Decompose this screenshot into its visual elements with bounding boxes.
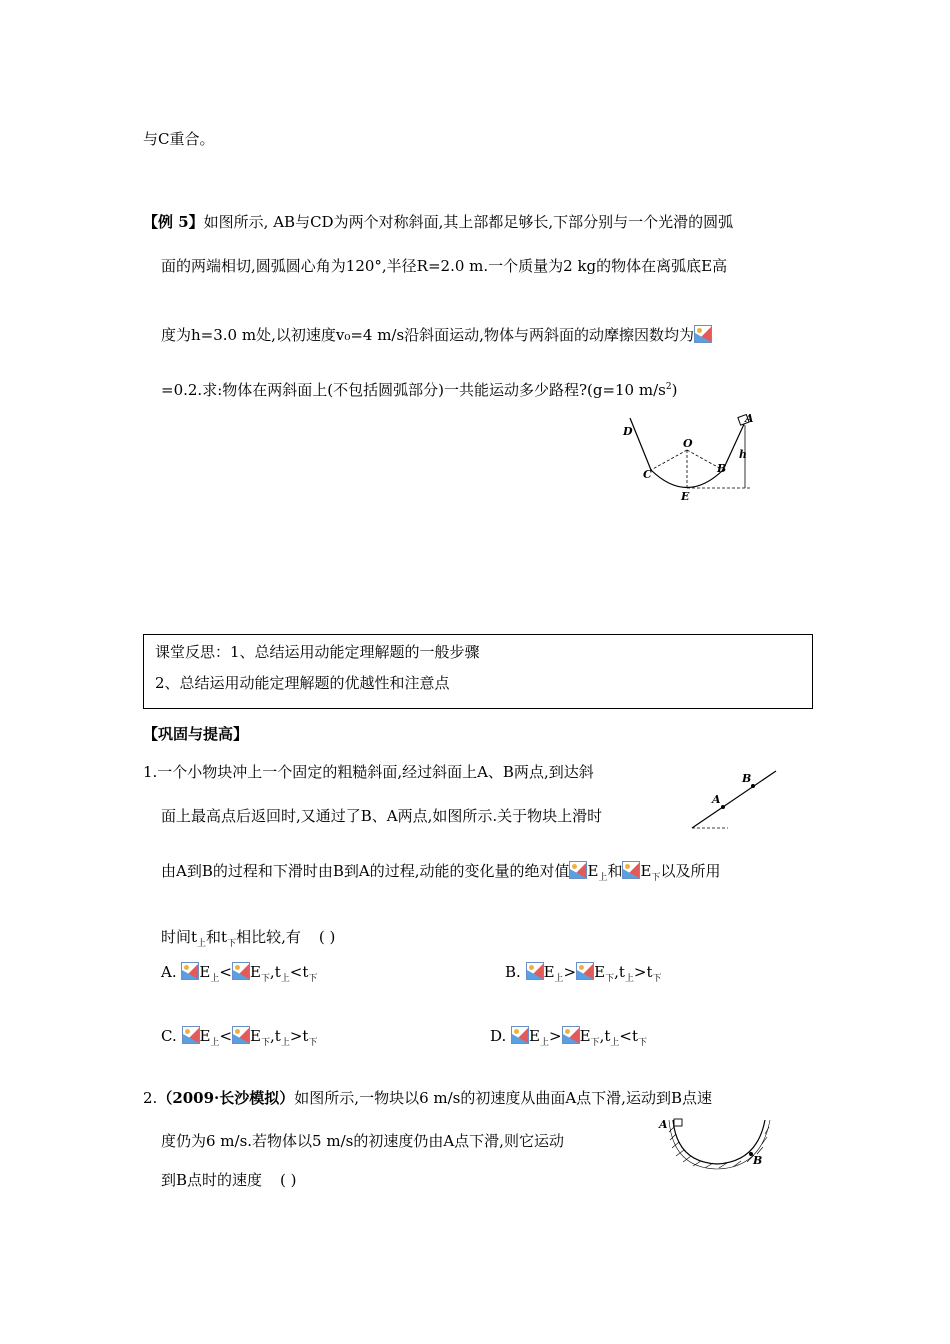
option-a — [161, 962, 317, 984]
t-symbol: t — [604, 1027, 611, 1045]
sub-down: 下 — [605, 974, 615, 984]
answer-paren: ( ) — [318, 928, 336, 946]
comma: , — [599, 1027, 605, 1045]
sub-up: 上 — [280, 974, 290, 984]
sub-up: 上 — [210, 1038, 220, 1048]
option-label: C. — [161, 1027, 177, 1045]
sub-down: 下 — [590, 1038, 600, 1048]
relation-1: > — [563, 963, 577, 981]
q2-source: （2009·长沙模拟） — [157, 1089, 295, 1107]
label-O: O — [683, 437, 693, 450]
q2-bowl-figure — [655, 1112, 780, 1172]
exponent: 2 — [665, 382, 672, 392]
example5-line1 — [143, 211, 733, 232]
delta-image — [576, 962, 594, 980]
q1-line3 — [161, 860, 720, 883]
mu-symbol-image — [694, 325, 712, 343]
close-paren: ) — [671, 381, 678, 399]
sub-down: 下 — [308, 974, 318, 984]
sub-down: 下 — [260, 974, 270, 984]
option-label: D. — [490, 1027, 507, 1045]
reflection-line1: 课堂反思：1、总结运用动能定理解题的一般步骤 — [155, 643, 480, 661]
example5-text4: =0.2.求:物体在两斜面上(不包括圆弧部分)一共能运动多少路程?(g=10 m/s — [161, 381, 666, 399]
e-symbol: E — [587, 862, 599, 880]
e-symbol: E — [543, 963, 555, 981]
example5-text3: 度为h=3.0 m处,以初速度v₀=4 m/s沿斜面运动,物体与两斜面的动摩擦因数均为 — [161, 326, 694, 344]
sub-up: 上 — [540, 1038, 550, 1048]
e-symbol: E — [250, 1027, 261, 1045]
incline-label-A: A — [712, 793, 721, 806]
bowl-label-A: A — [659, 1118, 668, 1131]
e-symbol: E — [199, 963, 211, 981]
relation-2: < — [619, 1027, 632, 1045]
delta-image-up — [569, 861, 587, 879]
q1-text4b: 和t — [206, 928, 228, 946]
t-symbol: t — [646, 963, 653, 981]
option-d — [490, 1026, 647, 1048]
q1-text3b: 以及所用 — [660, 862, 721, 880]
q2-line2: 度仍为6 m/s.若物体以5 m/s的初速度仍由A点下滑,则它运动 — [161, 1132, 564, 1150]
q2-line3 — [161, 1169, 297, 1190]
e-symbol: E — [199, 1027, 211, 1045]
delta-image — [562, 1026, 580, 1044]
example5-line4 — [161, 379, 677, 400]
sub-up: 上 — [598, 873, 608, 883]
e-symbol: E — [529, 1027, 540, 1045]
q1-incline-figure — [688, 766, 783, 834]
relation-2: > — [633, 963, 647, 981]
t-symbol: t — [631, 1027, 638, 1045]
delta-image — [232, 1026, 250, 1044]
t-symbol: t — [302, 963, 309, 981]
incline-label-B: B — [742, 772, 752, 785]
sub-down: 下 — [652, 974, 662, 984]
delta-image — [232, 962, 250, 980]
label-D: D — [623, 425, 633, 438]
answer-paren: ( ) — [280, 1171, 297, 1189]
relation-1: > — [549, 1027, 562, 1045]
block-shape — [674, 1119, 682, 1126]
label-h: h — [739, 448, 747, 461]
q2-line1 — [143, 1087, 712, 1108]
bowl-label-B: B — [753, 1154, 763, 1167]
t-symbol: t — [274, 1027, 281, 1045]
delta-image — [526, 962, 544, 980]
sub-down: 下 — [308, 1038, 318, 1048]
q1-text4c: 相比较,有 — [236, 928, 301, 946]
sub-down: 下 — [651, 873, 661, 883]
example5-figure — [615, 410, 775, 505]
delta-image — [182, 1026, 200, 1044]
label-A: A — [745, 412, 754, 425]
e-symbol: E — [579, 1027, 591, 1045]
option-b — [505, 962, 662, 984]
delta-image — [181, 962, 199, 980]
sub-up: 上 — [554, 974, 564, 984]
comma: , — [269, 963, 275, 981]
comma: , — [614, 963, 619, 981]
sub-up: 上 — [610, 1038, 620, 1048]
q2-text1: 如图所示,一物块以6 m/s的初速度从曲面A点下滑,运动到B点速 — [294, 1089, 712, 1107]
sub-down: 下 — [227, 939, 237, 949]
q1-line4 — [161, 926, 335, 949]
option-label: B. — [505, 963, 521, 981]
example5-text1: 如图所示, AB与CD为两个对称斜面,其上部都足够长,下部分别与一个光滑的圆弧 — [203, 213, 734, 231]
sub-up: 上 — [210, 974, 220, 984]
q1-line1: 1.一个小物块冲上一个固定的粗糙斜面,经过斜面上A、B两点,到达斜 — [143, 763, 594, 781]
q1-text4a: 时间t — [161, 928, 198, 946]
e-symbol: E — [594, 963, 606, 981]
continued-text: 与C重合。 — [143, 130, 215, 148]
t-symbol: t — [302, 1027, 309, 1045]
q1-line2: 面上最高点后返回时,又通过了B、A两点,如图所示.关于物块上滑时 — [161, 807, 603, 825]
e-symbol: E — [640, 862, 652, 880]
t-symbol: t — [618, 963, 625, 981]
q1-text3a: 由A到B的过程和下滑时由B到A的过程,动能的变化量的绝对值 — [161, 862, 570, 880]
q2-number: 2. — [143, 1089, 158, 1107]
sub-down: 下 — [261, 1038, 271, 1048]
relation-1: < — [219, 1027, 233, 1045]
sub-up: 上 — [624, 974, 634, 984]
example5-line3 — [161, 324, 712, 345]
relation-2: < — [289, 963, 303, 981]
option-label: A. — [161, 963, 177, 981]
delta-image-down — [622, 861, 640, 879]
reflection-line2: 2、总结运用动能定理解题的优越性和注意点 — [155, 674, 450, 692]
relation-2: > — [289, 1027, 303, 1045]
example5-line2: 面的两端相切,圆弧圆心角为120°,半径R=2.0 m.一个质量为2 kg的物体在离弧底E高 — [161, 257, 728, 275]
t-symbol: t — [274, 963, 281, 981]
label-C: C — [643, 468, 652, 481]
comma: , — [270, 1027, 275, 1045]
delta-image — [511, 1026, 529, 1044]
sub-down: 下 — [638, 1038, 648, 1048]
label-B: B — [717, 462, 727, 475]
e-symbol: E — [249, 963, 261, 981]
option-c — [161, 1026, 317, 1048]
relation-1: < — [219, 963, 232, 981]
section-title: 【巩固与提高】 — [143, 725, 249, 743]
q2-text3: 到B点时的速度 — [161, 1171, 263, 1189]
and-text: 和 — [607, 862, 623, 880]
label-E: E — [681, 490, 690, 503]
sub-up: 上 — [197, 939, 207, 949]
sub-up: 上 — [280, 1038, 290, 1048]
example5-tag: 【例 5】 — [143, 213, 204, 231]
